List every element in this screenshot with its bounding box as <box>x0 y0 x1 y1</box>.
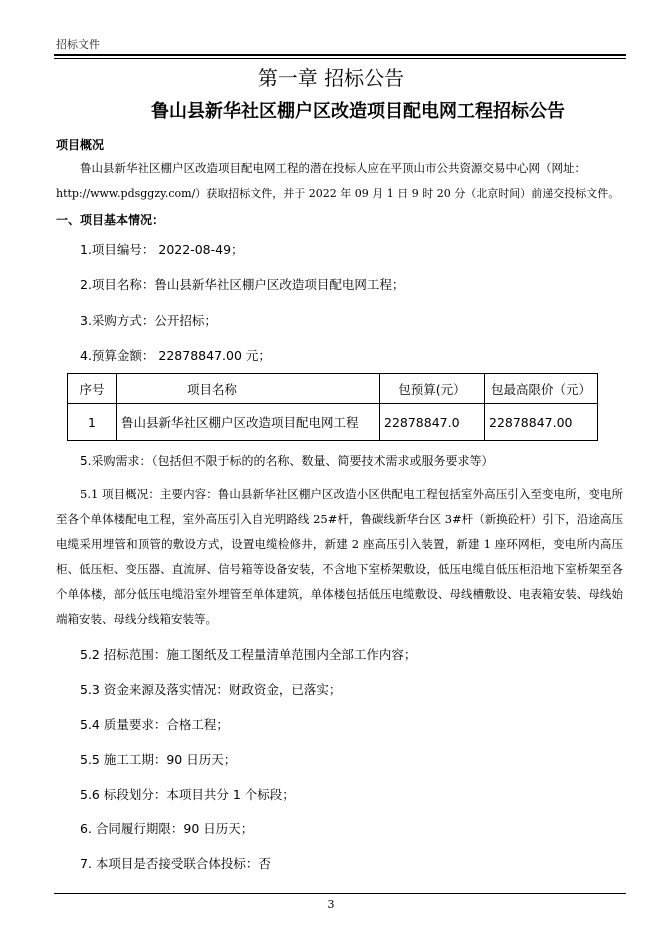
lot-division: 5.6 标段划分：本项目共分 1 个标段； <box>80 787 295 802</box>
basic-info-heading: 一、项目基本情况： <box>56 213 165 227</box>
overview-heading: 项目概况 <box>56 138 105 152</box>
project-number: 1.项目编号： 2022-08-49； <box>80 242 244 257</box>
consortium-bidding: 7. 本项目是否接受联合体投标：否 <box>80 856 271 871</box>
procurement-method: 3.采购方式：公开招标； <box>80 313 217 328</box>
table-header-row <box>68 374 598 404</box>
table-header-cell: 项目名称 <box>117 374 380 404</box>
project-overview-paragraph: 5.1 项目概况：主要内容：鲁山县新华社区棚户区改造小区供配电工程包括室外高压引入至变电所，变电所至各个单体楼配电工程，室外高压引入自光明路线 25#杆，鲁碳线新华台区 3#杆（新换砼杆）引下，沿途高压电缆采用埋管和顶管的敷设方式，设置电缆检修井，新建 2 座高压引入装置，新建 1 座环网柜，变电所内高压柜、低压柜、变压器、直流屏、信号箱等设备安装，不含地下室桥架敷设，低压电缆自低压柜沿地下室桥架至各个单体楼，部分低压电缆沿室外埋管至单体建筑，单体楼包括低压电缆敷设、母线槽敷设、电表箱安装、母线始端箱安装、母线分线箱安装等。 <box>56 487 623 626</box>
document-title: 鲁山县新华社区棚户区改造项目配电网工程招标公告 <box>151 101 565 122</box>
table-cell: 22878847.00 <box>485 404 598 441</box>
contract-period: 6. 合同履行期限：90 日历天； <box>80 821 254 836</box>
overview-line-2: http://www.pdsggzy.com/）获取招标文件，并于 2022 年 09 月 1 日 9 时 20 分（北京时间）前递交投标文件。 <box>56 187 620 200</box>
header-label: 招标文件 <box>56 38 100 51</box>
overview-line-1: 鲁山县新华社区棚户区改造项目配电网工程的潜在投标人应在平顶山市公共资源交易中心网（网址： <box>80 161 586 175</box>
page-number: 3 <box>327 898 335 911</box>
table-cell: 鲁山县新华社区棚户区改造项目配电网工程 <box>117 404 380 441</box>
demand-heading: 5.采购需求：（包括但不限于标的的名称、数量、简要技术需求或服务要求等） <box>80 454 494 468</box>
construction-period: 5.5 施工工期：90 日历天； <box>80 752 237 767</box>
bid-scope: 5.2 招标范围：施工图纸及工程量清单范围内全部工作内容； <box>80 647 417 662</box>
table-header-cell: 序号 <box>68 374 117 404</box>
project-name: 2.项目名称：鲁山县新华社区棚户区改造项目配电网工程； <box>80 277 405 292</box>
table-cell: 1 <box>68 404 117 441</box>
chapter-title: 第一章 招标公告 <box>257 66 405 90</box>
table-cell: 22878847.0 <box>380 404 485 441</box>
footer-rule <box>54 893 626 894</box>
table-header-cell: 包预算(元） <box>380 374 485 404</box>
budget-amount: 4.预算金额： 22878847.00 元； <box>80 348 271 363</box>
table-row <box>68 404 598 441</box>
funding-source: 5.3 资金来源及落实情况：财政资金，已落实； <box>80 682 342 697</box>
quality-requirement: 5.4 质量要求：合格工程； <box>80 717 229 732</box>
table-header-cell: 包最高限价（元） <box>485 374 598 404</box>
budget-table <box>67 373 598 441</box>
header-rule <box>54 54 626 56</box>
header-rule-thin <box>54 58 626 59</box>
